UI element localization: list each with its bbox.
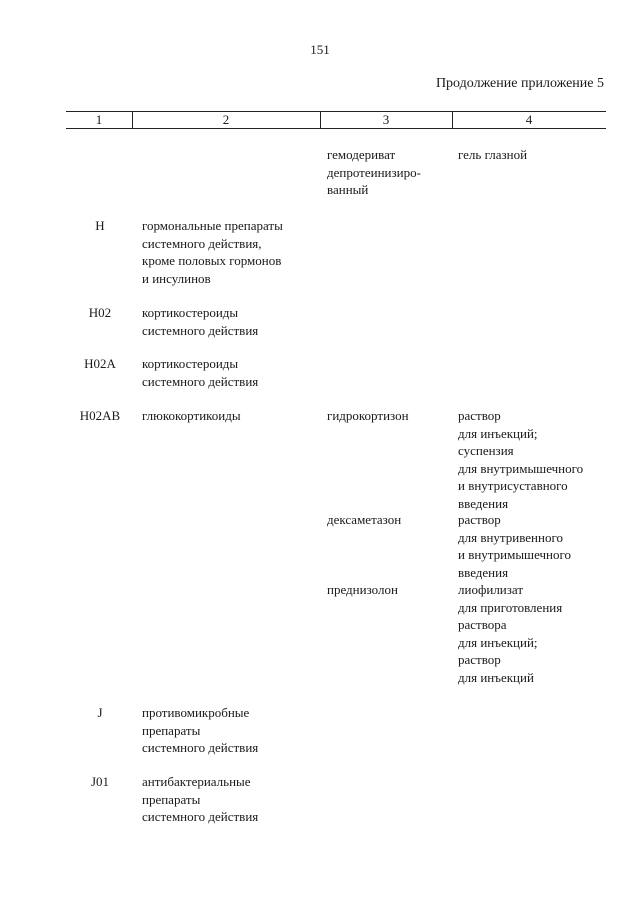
column-header-1: 1 <box>95 112 103 127</box>
dosage-form: раствор для инъекций; суспензия для внутримышечного и внутрисуставного введения <box>458 408 584 511</box>
atc-group-name: антибактериальные препараты системного действия <box>142 774 259 824</box>
atc-group-name: кортикостероиды системного действия <box>142 356 259 389</box>
atc-group-name: гормональные препараты системного действия, кроме половых гормонов и инсулинов <box>142 218 283 286</box>
column-header-3: 3 <box>382 112 390 127</box>
drug-name: дексаметазон <box>327 512 402 527</box>
atc-code: H02A <box>84 356 116 371</box>
drug-name: гемодериват депротеинизиро- ванный <box>327 147 421 197</box>
column-header-2: 2 <box>222 112 230 127</box>
atc-code: J01 <box>90 774 110 789</box>
atc-group-name: кортикостероиды системного действия <box>142 305 259 338</box>
continuation-title: Продолжение приложение 5 <box>435 76 604 91</box>
atc-code: H02AB <box>79 408 121 423</box>
drug-name: гидрокортизон <box>327 408 409 423</box>
dosage-form: раствор для внутривенного и внутримышечного введения <box>458 512 572 580</box>
atc-group-name: противомикробные препараты системного действия <box>142 705 259 755</box>
atc-code: H <box>95 218 105 233</box>
drug-name: преднизолон <box>327 582 398 597</box>
dosage-form: гель глазной <box>458 147 528 162</box>
column-header-4: 4 <box>525 112 533 127</box>
table-header-rule <box>66 128 606 129</box>
dosage-form: лиофилизат для приготовления раствора для инъекций; раствор для инъекций <box>458 582 563 685</box>
atc-code: J <box>97 705 103 720</box>
page-number: 151 <box>310 42 330 57</box>
atc-group-name: глюкокортикоиды <box>142 408 241 423</box>
atc-code: H02 <box>88 305 112 320</box>
